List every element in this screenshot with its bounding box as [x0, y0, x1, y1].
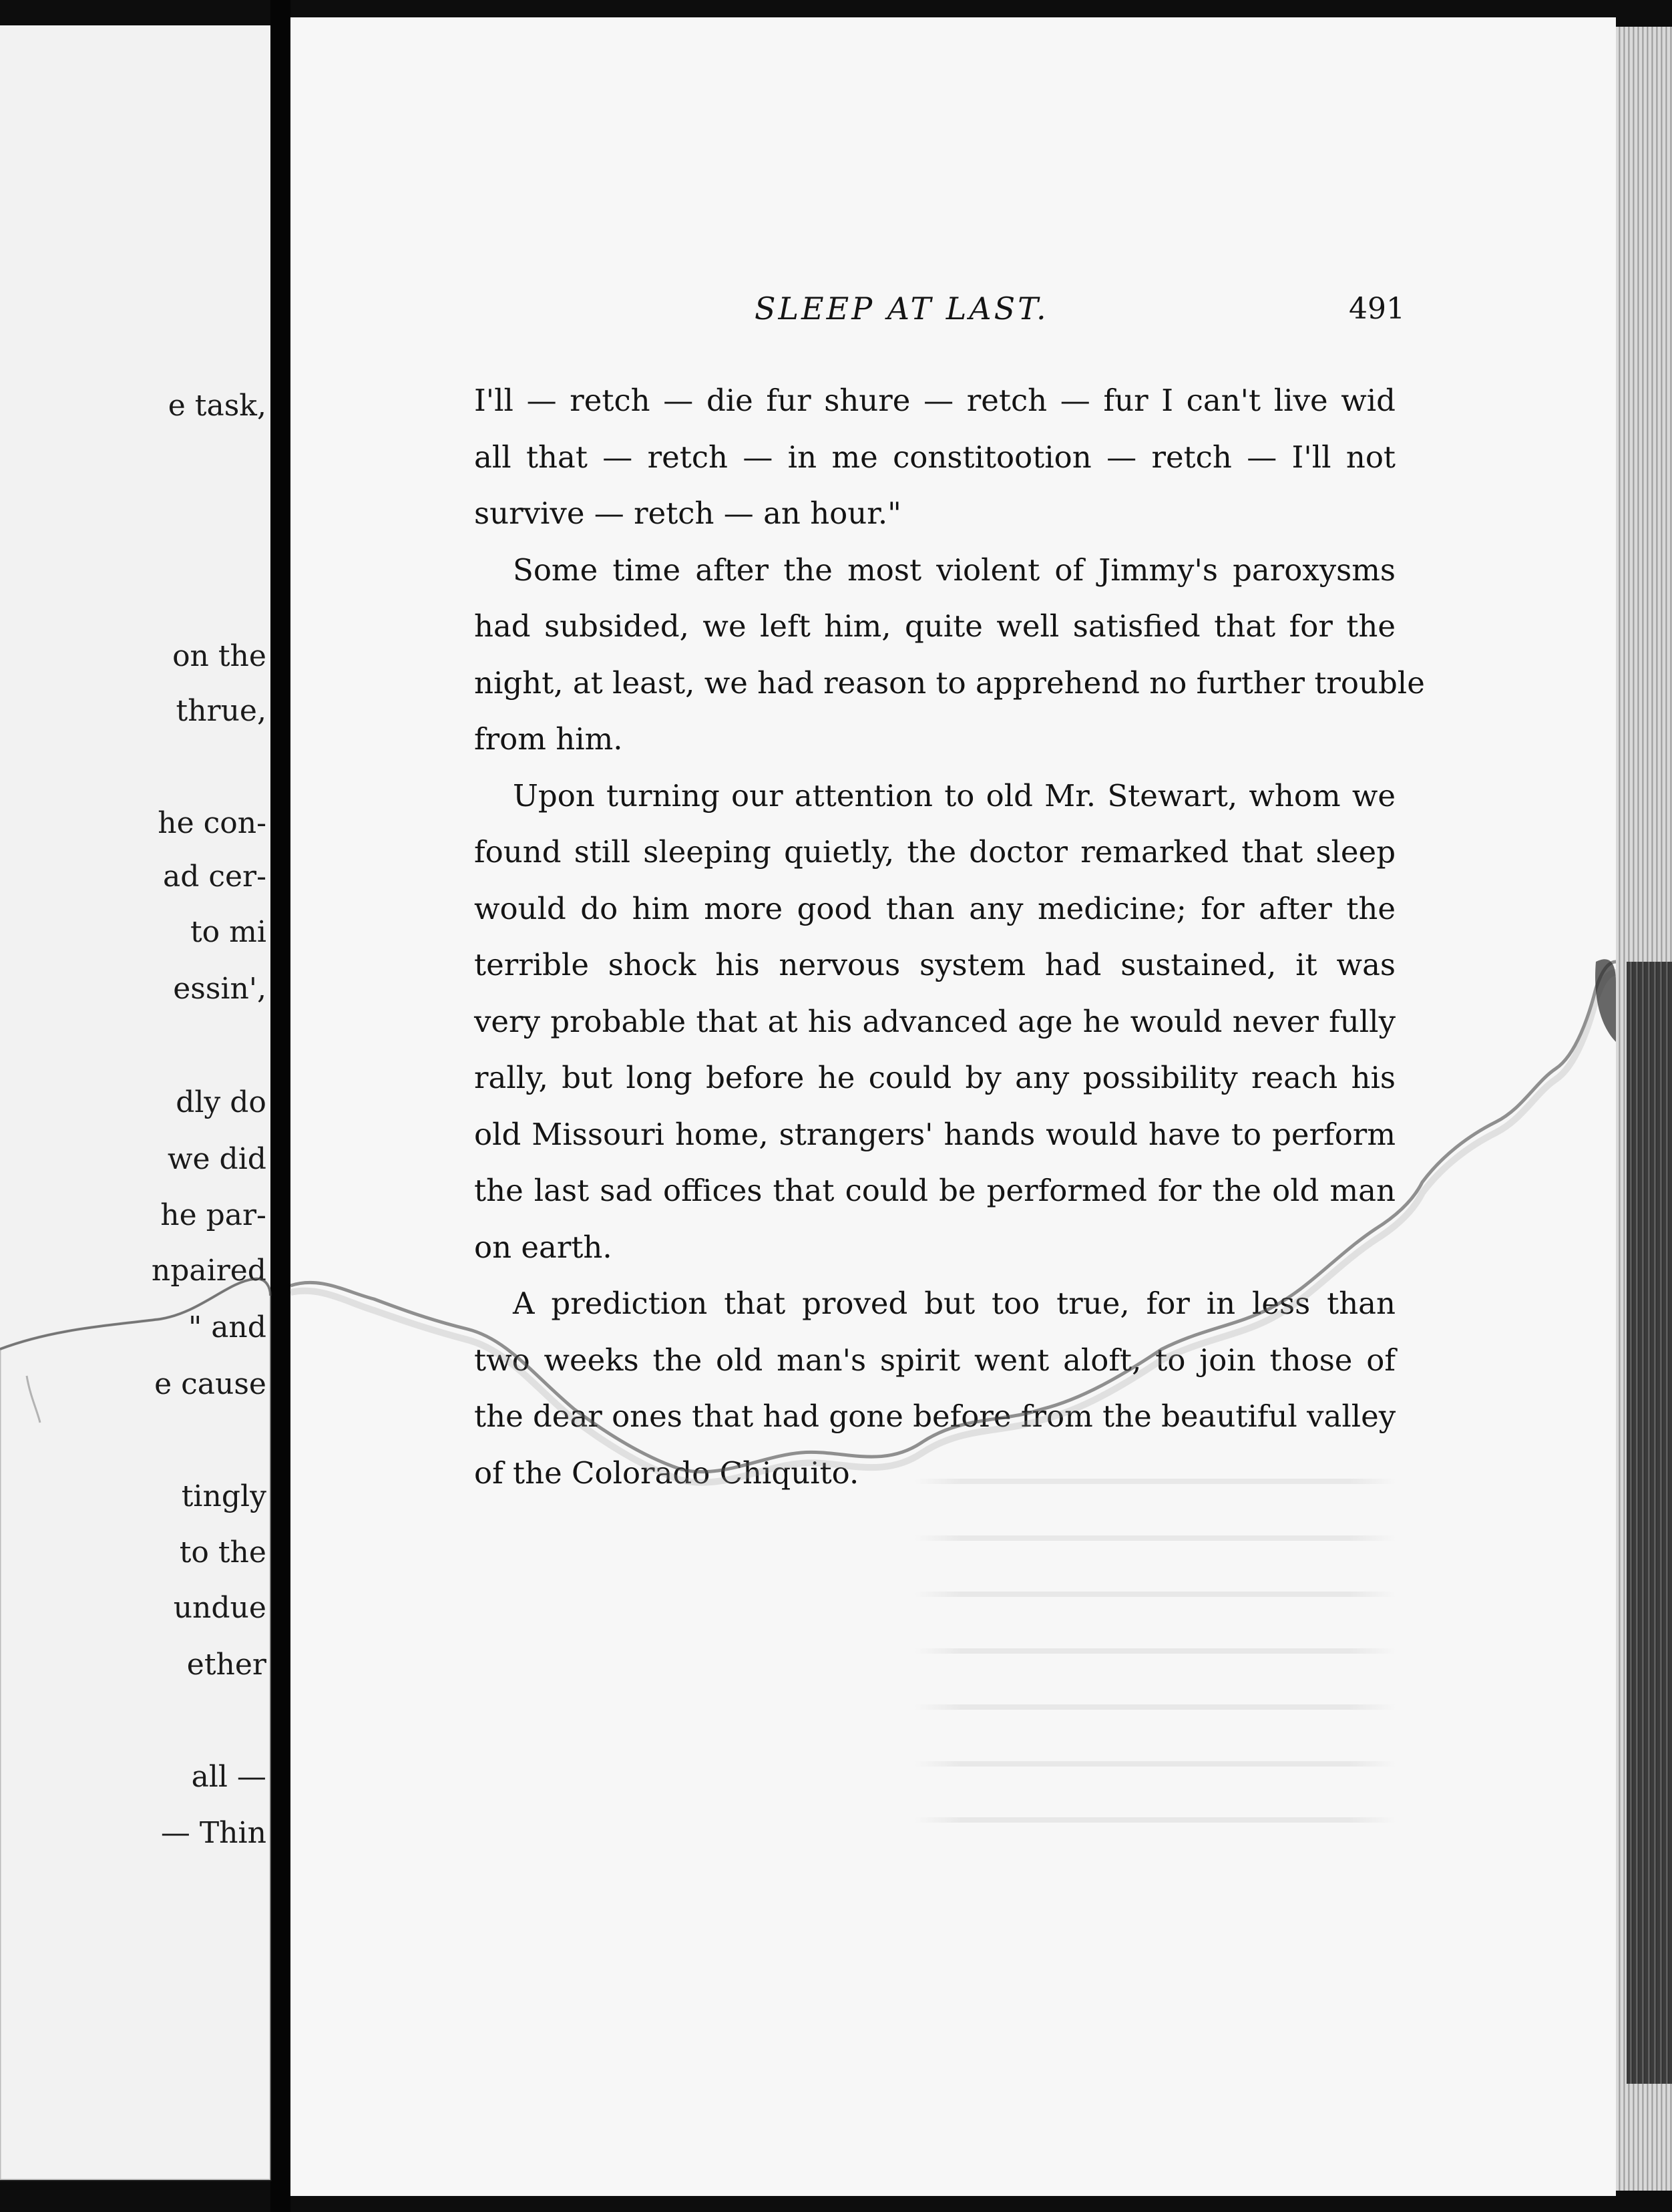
bleed-through-line [915, 1569, 1396, 1626]
bleed-through-line [915, 1456, 1396, 1513]
left-line: thrue, [176, 694, 266, 728]
bleed-through-line [915, 1513, 1396, 1570]
bleed-through-line [915, 1626, 1396, 1682]
text-line: the dear ones that had gone before from the beautiful valley [474, 1399, 1396, 1434]
text-line: on earth. [474, 1229, 612, 1265]
bleed-through-line [915, 1682, 1396, 1738]
left-line: ad cer- [162, 860, 266, 894]
page-edges-stain [1627, 962, 1672, 2084]
bleed-through-line [915, 1738, 1396, 1795]
bleed-through-line [915, 1795, 1396, 1851]
left-line: undue [173, 1591, 266, 1625]
left-line: to the [179, 1535, 266, 1570]
left-line: he par- [160, 1198, 266, 1232]
left-line: he con- [158, 806, 266, 840]
body-text [474, 381, 1425, 1509]
left-line: essin', [173, 972, 266, 1006]
bleed-through-text [915, 1456, 1396, 1851]
text-line: had subsided, we left him, quite well satisfied that for the [474, 608, 1396, 644]
text-line: rally, but long before he could by any possibility reach his [474, 1060, 1396, 1095]
left-line: we did [167, 1142, 266, 1176]
left-line: — Thin [160, 1816, 266, 1850]
left-line: ether [186, 1648, 266, 1682]
left-page [0, 25, 270, 2180]
text-line: night, at least, we had reason to apprehend no further trouble [474, 665, 1425, 701]
left-line: on the [172, 639, 266, 673]
text-line: A prediction that proved but too true, for in less than [513, 1286, 1396, 1321]
left-line: " and [188, 1310, 266, 1344]
text-line: of the Colorado Chiquito. [474, 1455, 859, 1491]
text-line: all that — retch — in me constitootion — retch — I'll not [474, 439, 1396, 475]
text-line: I'll — retch — die fur shure — retch — fur I can't live wid [474, 383, 1396, 418]
running-title: SLEEP AT LAST. [755, 291, 1049, 327]
book-gutter [270, 0, 290, 2212]
text-line: found still sleeping quietly, the doctor remarked that sleep [474, 834, 1396, 870]
left-line: npaired [151, 1254, 266, 1288]
text-line: very probable that at his advanced age he would never fully [474, 1003, 1396, 1039]
text-line: Upon turning our attention to old Mr. Stewart, whom we [513, 777, 1396, 813]
left-line: to mi [190, 915, 266, 949]
page-number: 491 [1349, 292, 1405, 326]
left-line: dly do [176, 1085, 266, 1119]
running-head [464, 291, 1405, 331]
left-line: all — [191, 1760, 266, 1794]
text-line: survive — retch — an hour." [474, 496, 901, 531]
text-line: two weeks the old man's spirit went aloft, to join those of [474, 1342, 1396, 1378]
text-line: terrible shock his nervous system had sustained, it was [474, 947, 1396, 982]
left-line: e task, [168, 389, 266, 423]
text-line: Some time after the most violent of Jimmy's paroxysms [513, 552, 1396, 588]
left-line: e cause [154, 1367, 266, 1401]
text-line: from him. [474, 721, 623, 757]
text-line: old Missouri home, strangers' hands would have to perform [474, 1116, 1396, 1152]
text-line: the last sad offices that could be performed for the old man [474, 1173, 1396, 1208]
text-line: would do him more good than any medicine; for after the [474, 890, 1396, 926]
left-line: tingly [181, 1479, 266, 1513]
